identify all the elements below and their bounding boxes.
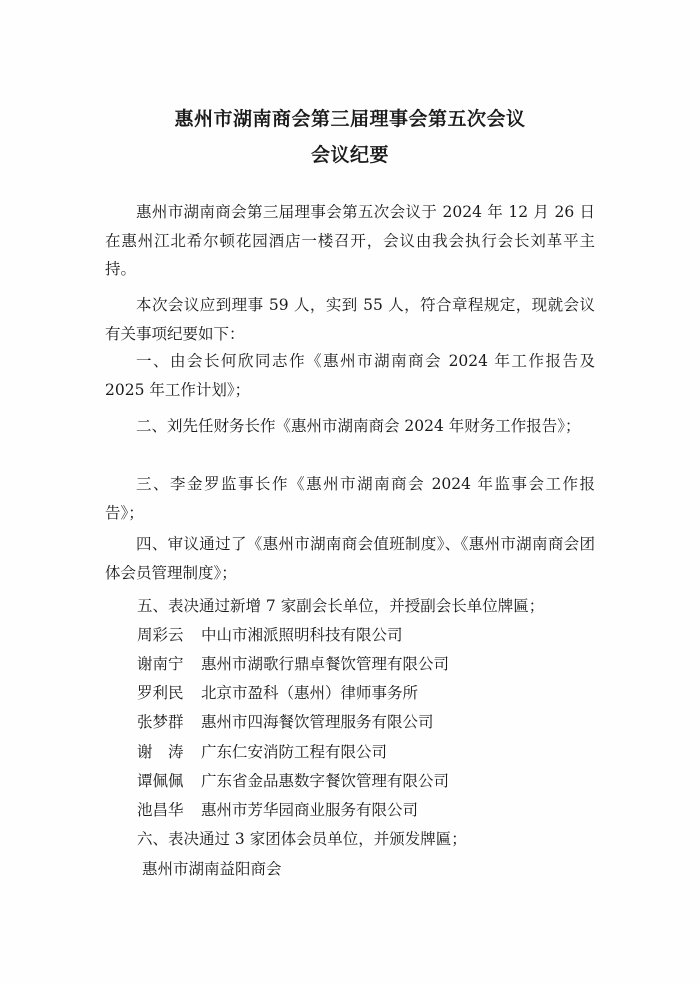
item-1: 一、由会长何欣同志作《惠州市湖南商会 2024 年工作报告及 2025 年工作计划》； (105, 352, 595, 399)
vice-president-row (137, 652, 449, 674)
document-title: 惠州市湖南商会第三届理事会第五次会议 (174, 108, 526, 130)
member-company: 惠州市四海餐饮管理服务有限公司 (201, 713, 434, 731)
item-3: 三、李金罗监事长作《惠州市湖南商会 2024 年监事会工作报告》； (105, 475, 595, 522)
member-name: 谢 涛 (137, 743, 184, 761)
member-name: 谭佩佩 (137, 772, 184, 790)
attendance-paragraph: 本次会议应到理事 59 人，实到 55 人，符合章程规定，现就会议有关事项纪要如下： (105, 296, 595, 343)
vice-president-row (137, 681, 418, 703)
group-member: 惠州市湖南益阳商会 (142, 860, 282, 878)
vice-president-row (137, 798, 418, 820)
vice-president-row (137, 710, 434, 732)
intro-paragraph: 惠州市湖南商会第三届理事会第五次会议于 2024 年 12 月 26 日在惠州江北希尔顿花园酒店一楼召开，会议由我会执行会长刘革平主持。 (105, 203, 595, 278)
member-company: 北京市盈科（惠州）律师事务所 (201, 684, 419, 702)
item-5: 五、表决通过新增 7 家副会长单位，并授副会长单位牌匾； (137, 597, 545, 615)
item-2: 二、刘先任财务长作《惠州市湖南商会 2024 年财务工作报告》； (136, 417, 581, 435)
vice-president-row (137, 623, 403, 645)
member-name: 谢南宁 (137, 655, 184, 673)
member-company: 广东省金品惠数字餐饮管理有限公司 (201, 772, 450, 790)
member-name: 张梦群 (137, 713, 184, 731)
document-subtitle: 会议纪要 (310, 144, 389, 166)
member-company: 惠州市湖歌行鼎卓餐饮管理有限公司 (201, 655, 450, 673)
item-6: 六、表决通过 3 家团体会员单位，并颁发牌匾； (137, 830, 467, 848)
item-4: 四、审议通过了《惠州市湖南商会值班制度》、《惠州市湖南商会团体会员管理制度》； (105, 535, 595, 582)
member-company: 广东仁安消防工程有限公司 (201, 743, 388, 761)
member-name: 罗利民 (137, 684, 184, 702)
member-name: 周彩云 (137, 626, 184, 644)
member-company: 中山市湘派照明科技有限公司 (201, 626, 403, 644)
member-name: 池昌华 (137, 801, 184, 819)
member-company: 惠州市芳华园商业服务有限公司 (201, 801, 419, 819)
vice-president-row (137, 769, 449, 791)
vice-president-row (137, 740, 387, 762)
